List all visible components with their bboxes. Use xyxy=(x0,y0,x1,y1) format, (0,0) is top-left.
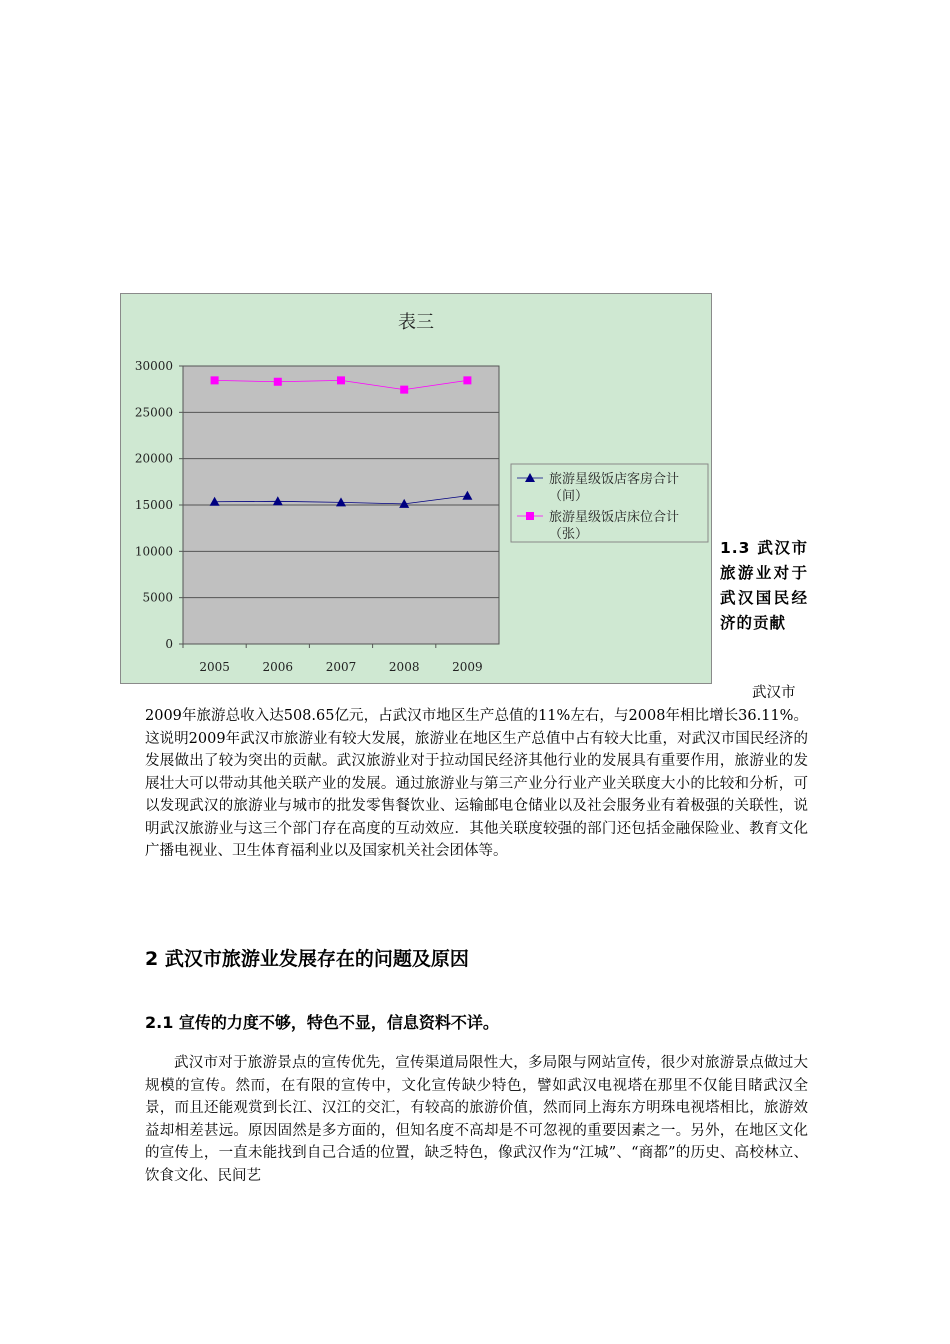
data-point-2-2005 xyxy=(211,376,219,384)
data-point-2-2007 xyxy=(337,376,345,384)
y-tick-label: 30000 xyxy=(134,359,173,373)
data-point-2-2009 xyxy=(463,376,471,384)
section-1-3-para-start: 武汉市 xyxy=(752,685,796,701)
section-2-heading: 2 武汉市旅游业发展存在的问题及原因 xyxy=(145,948,469,970)
section-1-3-heading: 1.3 武汉市旅游业对于武汉国民经济的贡献 xyxy=(720,539,808,632)
section-2-1-paragraph: 武汉市对于旅游景点的宣传优先，宣传渠道局限性大，多局限与网站宣传，很少对旅游景点做过大规模的宣传。然而，在有限的宣传中，文化宣传缺少特色，譬如武汉电视塔在那里不仅能目睹武汉全景，而且还能观赏到长江、汉江的交汇，有较高的旅游价值，然而同上海东方明珠电视塔相比，旅游效益却相差甚远。原因固然是多方面的，但知名度不高却是不可忽视的重要因素之一。另外，在地区文化的宣传上，一直未能找到自己合适的位置，缺乏特色，像武汉作为“江城”、“商都”的历史、高校林立、饮食文化、民间艺 xyxy=(145,1055,808,1184)
x-tick-label: 2005 xyxy=(199,660,230,674)
section-2-1-heading: 2.1 宣传的力度不够，特色不显，信息资料不详。 xyxy=(145,1013,499,1032)
data-point-2-2006 xyxy=(274,378,282,386)
x-tick-label: 2006 xyxy=(262,660,294,674)
x-tick-label: 2008 xyxy=(388,660,420,674)
legend-label-unit-1: （间） xyxy=(549,489,589,504)
chart-title: 表三 xyxy=(398,312,434,333)
legend-label-unit-2: （张） xyxy=(549,527,589,542)
line-chart xyxy=(121,294,713,685)
legend-label-2: 旅游星级饭店床位合计 xyxy=(549,510,680,525)
section-1-3-paragraph: 2009年旅游总收入达508.65亿元，占武汉市地区生产总值的11%左右，与2008年相比增长36.11%。这说明2009年武汉市旅游业有较大发展，旅游业在地区生产总值中占有较大比重，对武汉市国民经济的发展做出了较为突出的贡献。武汉旅游业对于拉动国民经济其他行业的发展具有重要作用，旅游业的发展壮大可以带动其他关联产业的发展。通过旅游业与第三产业分行业产业关联度大小的比较和分析，可以发现武汉的旅游业与城市的批发零售餐饮业、运输邮电仓储业以及社会服务业有着极强的关联性，说明武汉旅游业与这三个部门存在高度的互动效应．其他关联度较强的部门还包括金融保险业、教育文化广播电视业、卫生体育福利业以及国家机关社会团体等。 xyxy=(145,708,808,859)
chart-container xyxy=(120,293,712,684)
x-tick-label: 2009 xyxy=(452,660,483,674)
y-tick-label: 15000 xyxy=(134,498,173,512)
y-tick-label: 25000 xyxy=(134,405,173,420)
data-point-2-2008 xyxy=(400,386,408,394)
y-tick-label: 10000 xyxy=(134,544,173,559)
y-tick-label: 5000 xyxy=(142,590,173,605)
y-tick-label: 0 xyxy=(165,637,173,651)
legend-marker-2 xyxy=(526,512,534,520)
legend-label-1: 旅游星级饭店客房合计 xyxy=(549,472,680,487)
y-tick-label: 20000 xyxy=(134,451,173,466)
x-tick-label: 2007 xyxy=(325,660,357,674)
